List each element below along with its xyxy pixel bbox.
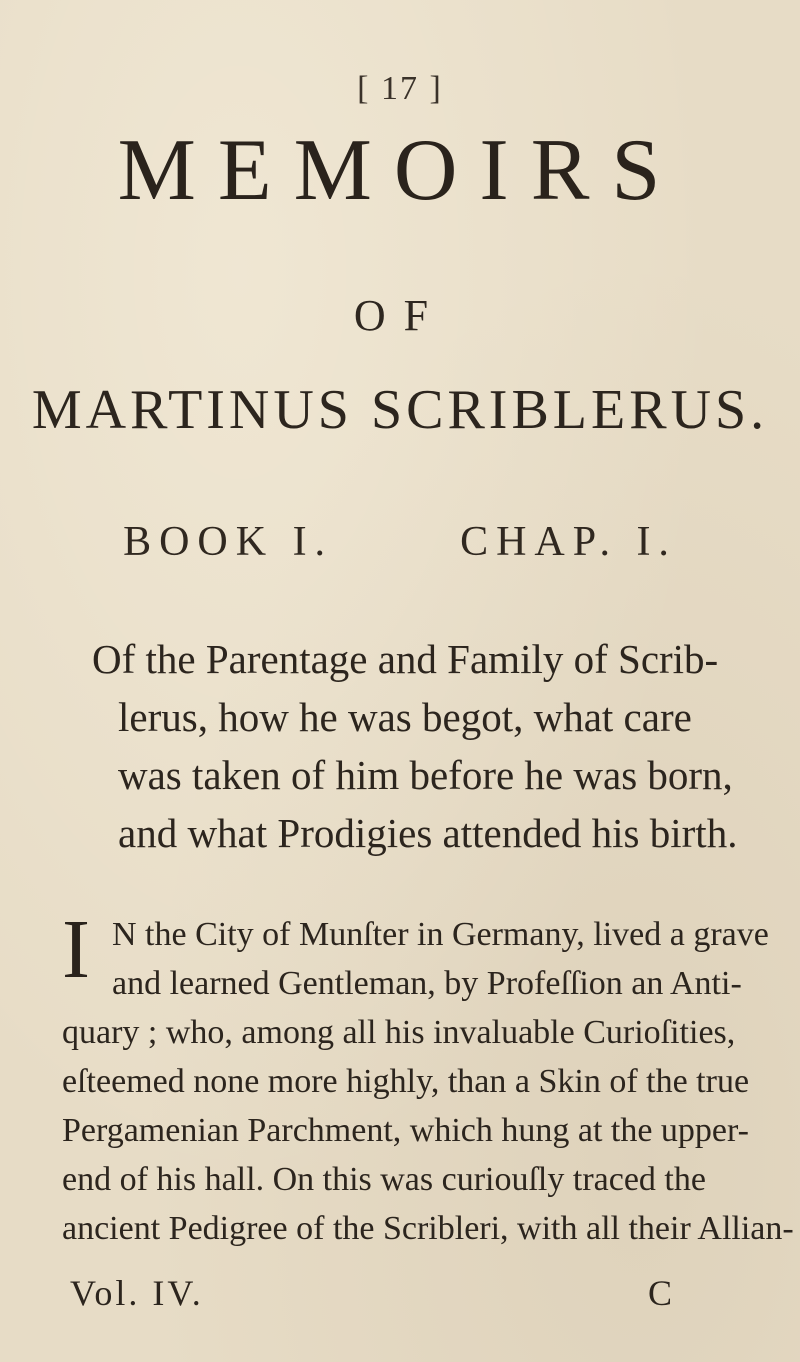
title-of: OF bbox=[353, 291, 447, 340]
summary-line: lerus, how he was begot, what care bbox=[118, 694, 692, 740]
page-number: [ 17 ] bbox=[357, 70, 443, 107]
body-line: and learned Gentleman, by Profeſſion an Anti- bbox=[112, 965, 742, 1002]
summary-line: Of the Parentage and Family of Scrib- bbox=[92, 636, 719, 682]
chapter-label: CHAP. I. bbox=[460, 519, 677, 565]
body-line: ancient Pedigree of the Scribleri, with all their Allian- bbox=[62, 1210, 794, 1247]
summary-line: was taken of him before he was born, bbox=[118, 752, 733, 798]
volume-label: Vol. IV. bbox=[70, 1273, 204, 1313]
body-line: eſteemed none more highly, than a Skin of the true bbox=[62, 1063, 750, 1100]
book-label: BOOK I. bbox=[123, 519, 334, 565]
body-line: end of his hall. On this was curiouſly traced the bbox=[62, 1161, 706, 1198]
book-chapter-heading bbox=[0, 518, 800, 566]
summary-line: and what Prodigies attended his birth. bbox=[118, 810, 738, 856]
body-line: N the City of Munſter in Germany, lived a grave bbox=[112, 916, 769, 953]
body-line: quary ; who, among all his invaluable Curioſities, bbox=[62, 1014, 736, 1051]
body-line: Pergamenian Parchment, which hung at the upper- bbox=[62, 1112, 749, 1149]
body-paragraph bbox=[62, 903, 794, 1253]
title-martinus-scriblerus: MARTINUS SCRIBLERUS. bbox=[31, 379, 769, 441]
drop-cap: I bbox=[62, 903, 90, 996]
title-memoirs: MEMOIRS bbox=[117, 122, 683, 219]
signature-mark: C bbox=[648, 1273, 673, 1313]
chapter-summary bbox=[92, 630, 752, 862]
